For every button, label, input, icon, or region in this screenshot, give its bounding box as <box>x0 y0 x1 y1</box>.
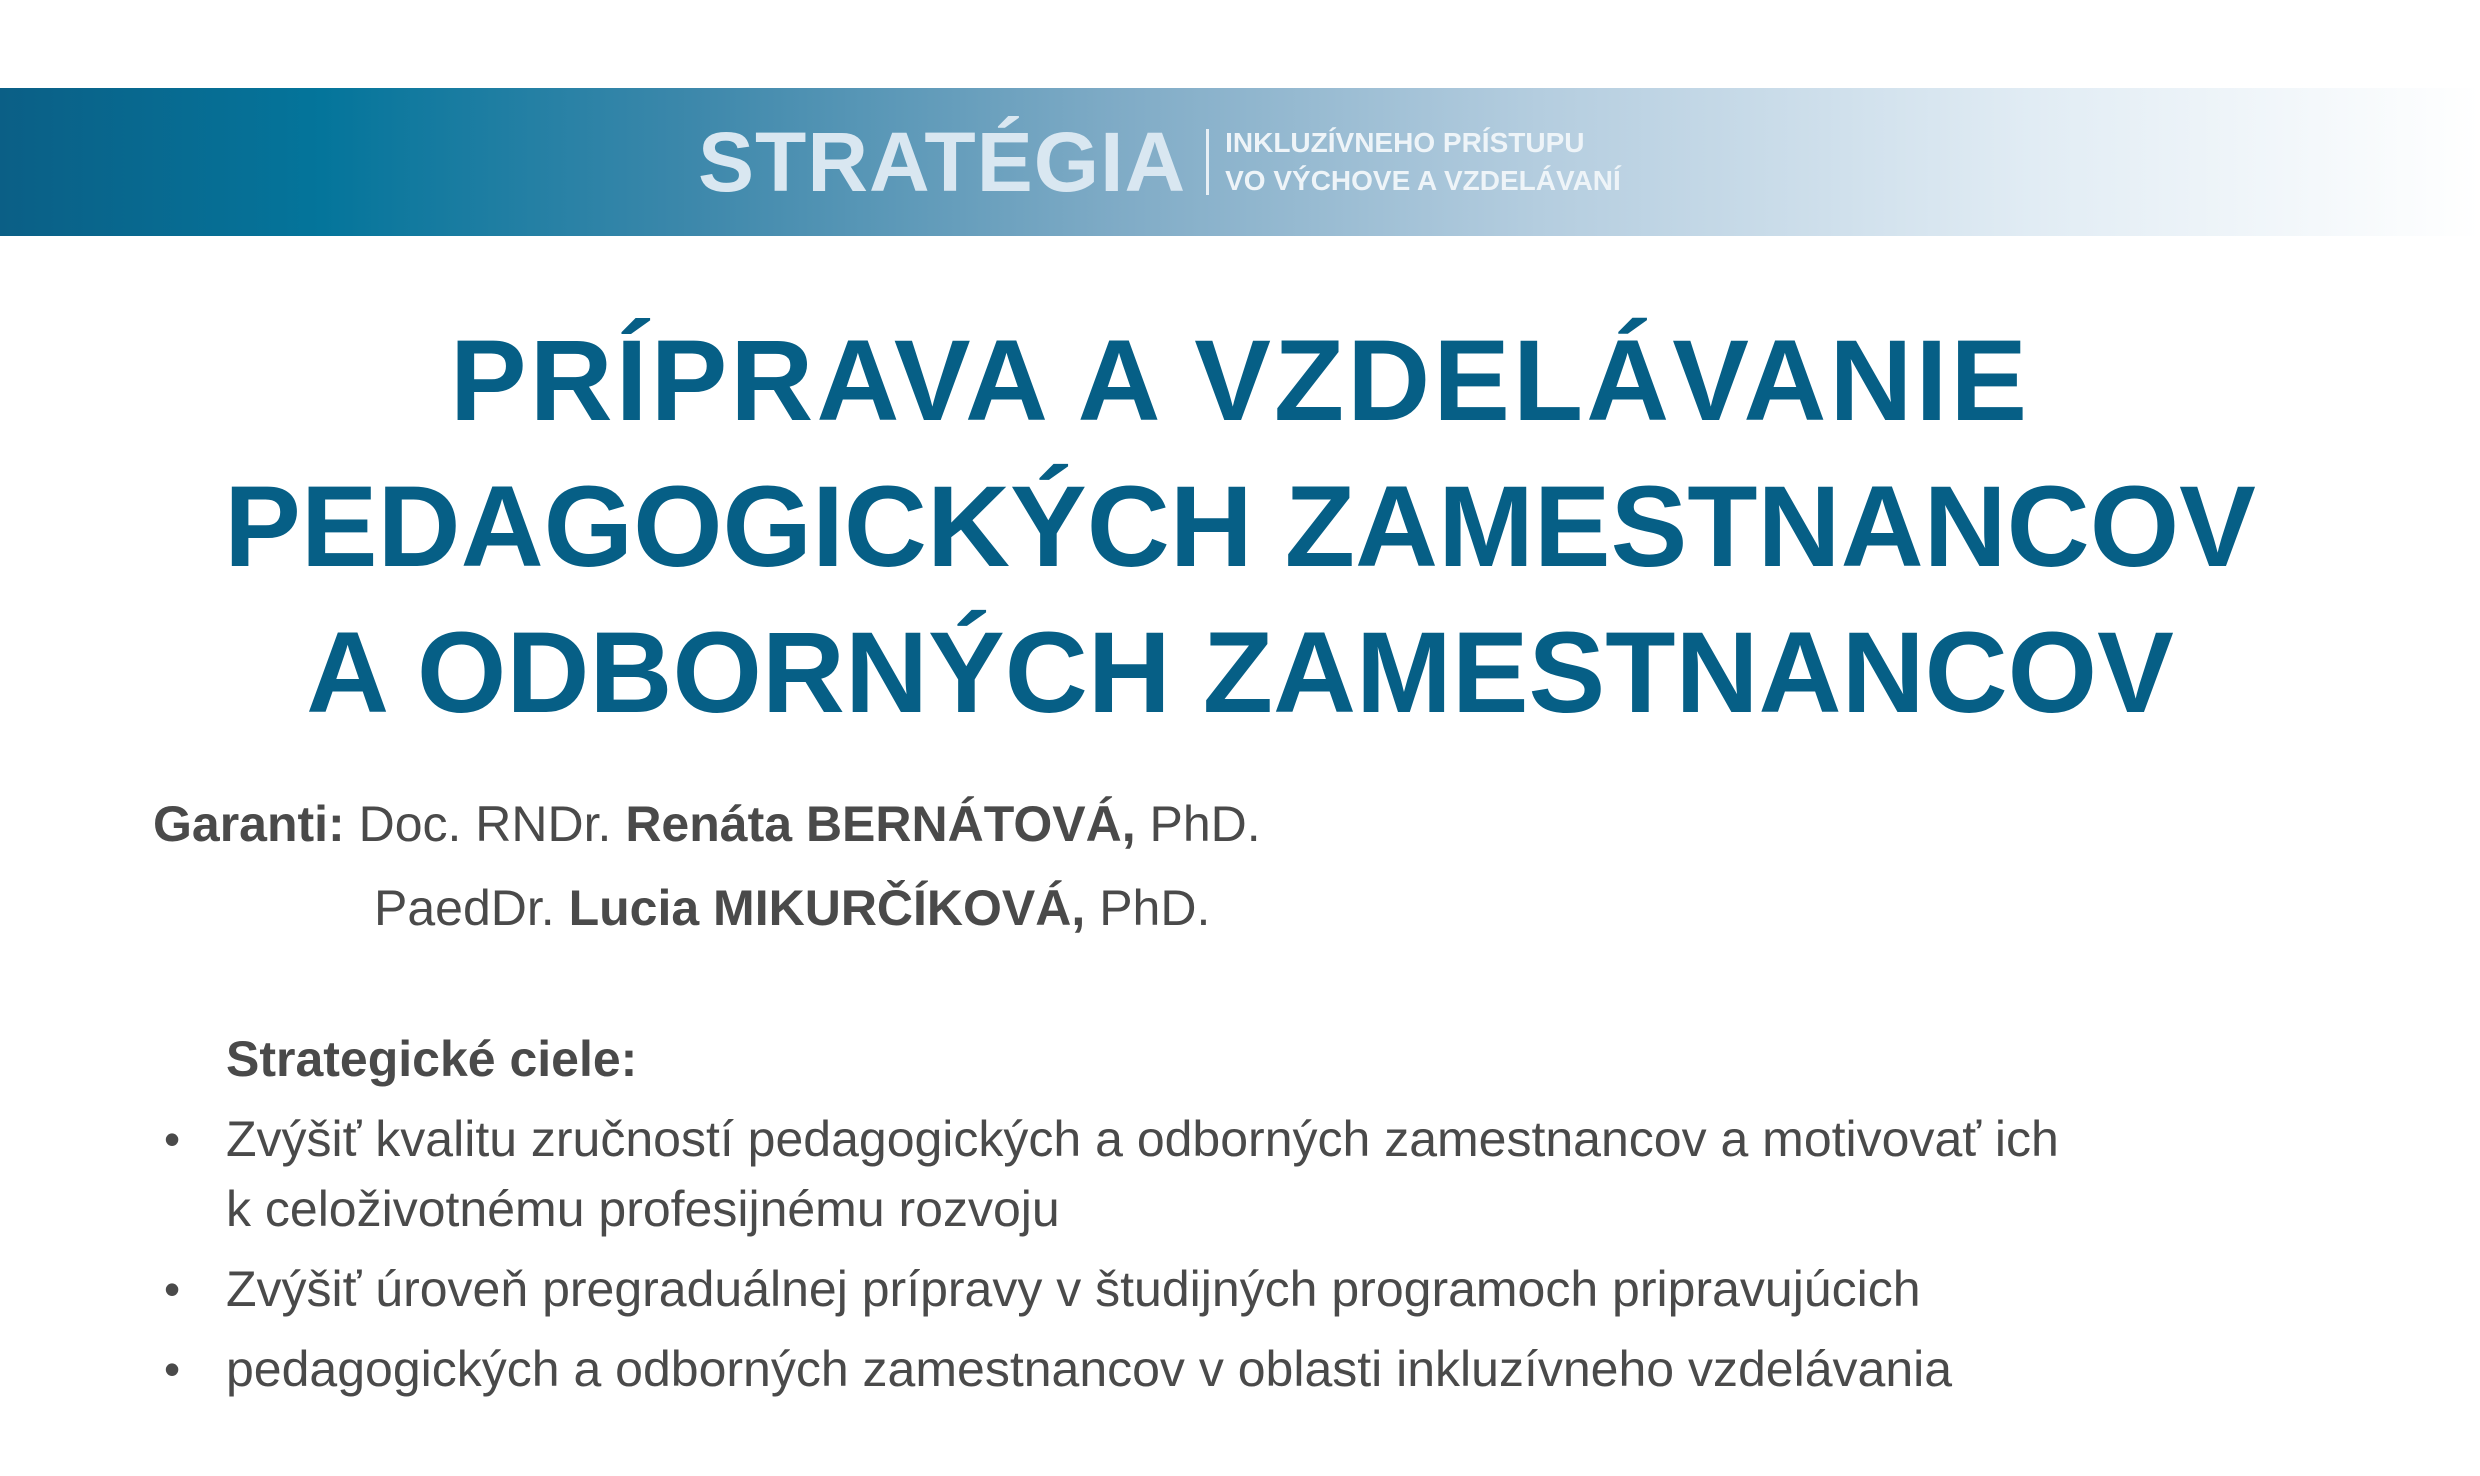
bullet-icon: • <box>164 1113 181 1165</box>
page-title <box>0 308 2480 746</box>
guarantor-suffix: PhD. <box>1099 880 1211 936</box>
goals-heading: Strategické ciele: <box>226 1031 638 1087</box>
guarantor-title-prefix: Doc. RNDr. <box>358 796 612 852</box>
guarantor-title-prefix: PaedDr. <box>374 880 555 936</box>
bullet-icon: • <box>164 1263 181 1315</box>
strategy-logo <box>698 88 1621 236</box>
goals-list <box>160 1104 2059 1414</box>
list-item <box>160 1254 2059 1324</box>
title-line-2: PEDAGOGICKÝCH ZAMESTNANCOV <box>224 463 2256 591</box>
goal-text-line: pedagogických a odborných zamestnancov v oblasti inkluzívneho vzdelávania <box>226 1341 1953 1397</box>
goal-text-line: Zvýšiť úroveň pregraduálnej prípravy v študijných programoch pripravujúcich <box>226 1261 1921 1317</box>
guarantors-block <box>153 782 1261 950</box>
title-line-3: A ODBORNÝCH ZAMESTNANCOV <box>306 609 2174 737</box>
list-item <box>160 1104 2059 1244</box>
guarantor-row-1 <box>153 782 1261 866</box>
bullet-icon: • <box>164 1343 181 1395</box>
brand-divider <box>1206 129 1209 195</box>
brand-subtitle-line-2: VO VÝCHOVE A VZDELÁVANÍ <box>1225 165 1621 196</box>
brand-subtitle-line-1: INKLUZÍVNEHO PRÍSTUPU <box>1225 127 1585 158</box>
brand-word: STRATÉGIA <box>698 115 1187 209</box>
guarantors-label: Garanti: <box>153 796 345 852</box>
list-item <box>160 1334 2059 1404</box>
guarantor-name: Renáta BERNÁTOVÁ, <box>625 796 1136 852</box>
header-banner <box>0 88 2480 236</box>
guarantor-name: Lucia MIKURČÍKOVÁ, <box>568 880 1086 936</box>
title-line-1: PRÍPRAVA A VZDELÁVANIE <box>449 317 2031 445</box>
goal-text-line: k celoživotnému profesijnému rozvoju <box>226 1181 1060 1237</box>
goal-text-line: Zvýšiť kvalitu zručností pedagogických a odborných zamestnancov a motivovať ich <box>226 1111 2059 1167</box>
guarantor-row-2 <box>153 866 1261 950</box>
brand-subtitle <box>1225 124 1621 200</box>
guarantor-suffix: PhD. <box>1149 796 1261 852</box>
